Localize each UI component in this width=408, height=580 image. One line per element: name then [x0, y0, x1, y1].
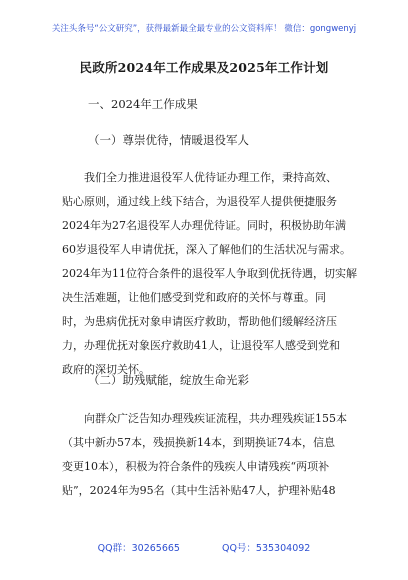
paragraph-line: 力，办理优抚对象医疗救助41人，让退役军人感受到党和 — [62, 339, 340, 352]
paragraph-line: 变更10本），积极为符合条件的残疾人申请残疾“两项补 — [62, 460, 330, 473]
footer-contact — [0, 540, 408, 554]
paragraph-line: 2024年为11位符合条件的退役军人争取到优抚待遇，切实解 — [62, 267, 357, 280]
paragraph-line: 贴”，2024年为95名（其中生活补贴47人，护理补贴48 — [62, 484, 336, 497]
paragraph-line: 60岁退役军人申请优抚，深入了解他们的生活状况与需求。 — [62, 243, 351, 256]
paragraph-line: 2024年为27名退役军人办理优待证。同时，积极协助年满 — [62, 219, 346, 232]
paragraph-line: 贴心原则，通过线上线下结合，为退役军人提供便捷服务 — [62, 195, 337, 208]
footer-qq-number: QQ号：535304092 — [221, 543, 311, 554]
paragraph-line: 政府的深切关怀。 — [62, 363, 150, 376]
header-promo-note: 关注头条号“公文研究”，获得最新最全最专业的公文资料库！ 微信：gongwenyj — [51, 24, 357, 34]
paragraph-line: 我们全力推进退役军人优待证办理工作，秉持高效、 — [84, 171, 337, 184]
footer-qq-group: QQ群：30265665 — [97, 543, 180, 554]
subsection-heading-1: （一）尊崇优待，情暖退役军人 — [88, 133, 249, 147]
paragraph-line: 时，为患病优抚对象申请医疗救助，帮助他们缓解经济压 — [62, 315, 337, 328]
paragraph-line: 决生活难题，让他们感受到党和政府的关怀与尊重。同 — [62, 291, 326, 304]
paragraph-line: （其中新办57本，残损换新14本，到期换证74本，信息 — [62, 436, 335, 449]
paragraph-disability — [62, 407, 350, 503]
subsection-heading-2: （二）助残赋能，绽放生命光彩 — [88, 373, 249, 387]
section-heading-1: 一、2024年工作成果 — [88, 97, 198, 111]
document-title: 民政所2024年工作成果及2025年工作计划 — [79, 60, 329, 75]
paragraph-line: 向群众广泛告知办理残疾证流程，共办理残疾证155本 — [84, 412, 347, 425]
paragraph-veterans — [62, 166, 357, 382]
